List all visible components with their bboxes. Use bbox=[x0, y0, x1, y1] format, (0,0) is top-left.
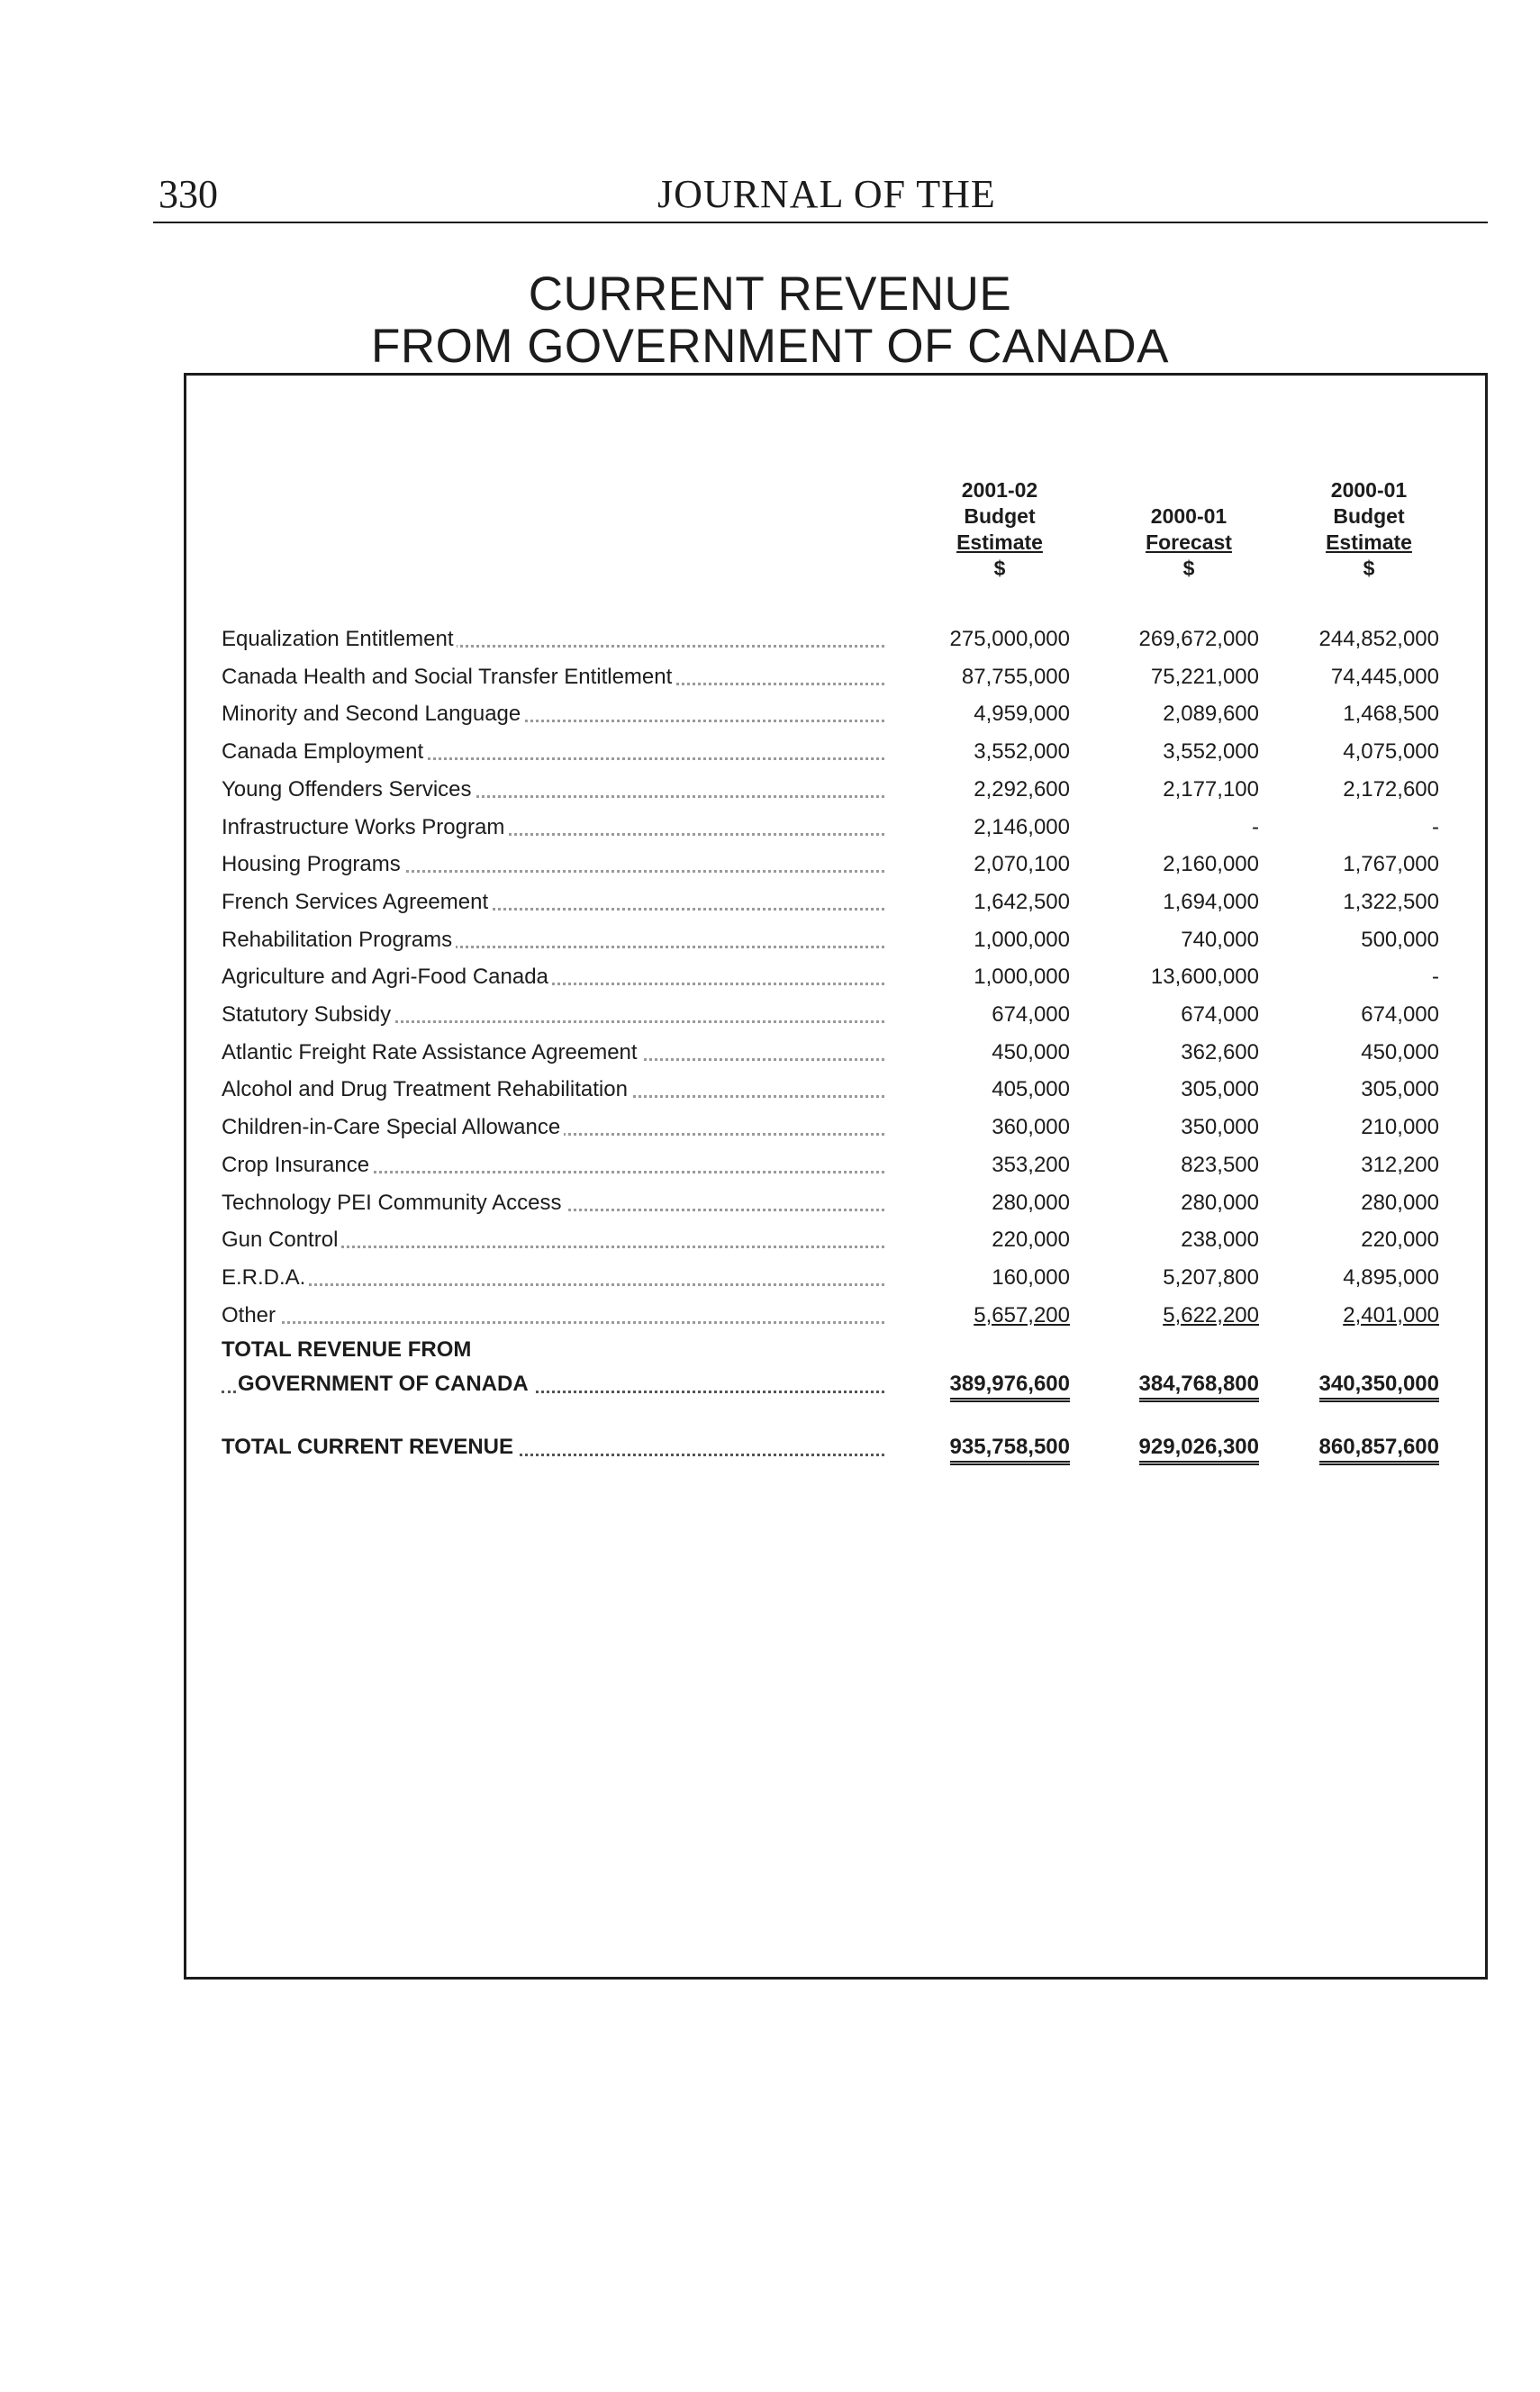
budget-estimate-2000-01-value: 4,895,000 bbox=[1343, 1264, 1439, 1290]
row-label: Young Offenders Services bbox=[222, 771, 884, 808]
budget-estimate-2000-01-value: 1,322,500 bbox=[1343, 889, 1439, 914]
column-line1: Budget bbox=[964, 504, 1036, 528]
journal-title: JOURNAL OF THE bbox=[657, 172, 996, 216]
table-row bbox=[222, 996, 1452, 1033]
table-row bbox=[222, 958, 1452, 995]
budget-estimate-2001-02-value: 275,000,000 bbox=[949, 627, 1070, 651]
forecast-2000-01-value: 305,000 bbox=[1181, 1077, 1259, 1102]
table-row bbox=[222, 921, 1452, 958]
report-title-line-2: FROM GOVERNMENT OF CANADA bbox=[370, 320, 1170, 373]
table-row bbox=[222, 809, 1452, 846]
column-year: 2001-02 bbox=[961, 478, 1038, 502]
budget-estimate-2001-02-value: 280,000 bbox=[992, 1190, 1070, 1215]
forecast-2000-01-value: 2,160,000 bbox=[1163, 852, 1259, 877]
row-label: Canada Employment bbox=[222, 733, 884, 770]
row-label: Technology PEI Community Access bbox=[222, 1184, 884, 1221]
column-line2: Estimate bbox=[956, 530, 1043, 554]
table-row bbox=[222, 733, 1452, 770]
row-label: Other bbox=[222, 1297, 884, 1334]
forecast-2000-01-value: 823,500 bbox=[1181, 1152, 1259, 1177]
budget-estimate-2000-01-value: 1,767,000 bbox=[1343, 852, 1439, 877]
forecast-2000-01-value: 1,694,000 bbox=[1163, 889, 1259, 914]
column-unit: $ bbox=[1363, 557, 1375, 580]
row-label: Canada Health and Social Transfer Entitlement bbox=[222, 658, 884, 695]
forecast-2000-01-value: 740,000 bbox=[1181, 927, 1259, 952]
forecast-2000-01-value: 5,622,200 bbox=[1163, 1302, 1259, 1327]
column-unit: $ bbox=[1182, 557, 1195, 580]
column-line1: Budget bbox=[1333, 504, 1405, 528]
column-line2: Forecast bbox=[1146, 530, 1232, 554]
budget-estimate-2000-01-value: 244,852,000 bbox=[1318, 627, 1439, 651]
budget-estimate-2001-02-value: 2,146,000 bbox=[974, 814, 1070, 839]
total-current-forecast-2000-01: 929,026,300 bbox=[1079, 1430, 1259, 1465]
row-label: Agriculture and Agri-Food Canada bbox=[222, 958, 884, 995]
column-header-forecast-2000-01 bbox=[1085, 503, 1292, 582]
budget-estimate-2000-01-value: - bbox=[1432, 814, 1439, 839]
forecast-2000-01-value: 269,672,000 bbox=[1138, 627, 1259, 651]
table-row bbox=[222, 771, 1452, 808]
budget-estimate-2000-01-value: 305,000 bbox=[1361, 1077, 1439, 1102]
row-label: Gun Control bbox=[222, 1221, 884, 1258]
budget-estimate-2001-02-value: 360,000 bbox=[992, 1115, 1070, 1140]
table-row bbox=[222, 1297, 1452, 1334]
budget-estimate-2000-01-value: 220,000 bbox=[1361, 1228, 1439, 1253]
budget-estimate-2000-01-value: 674,000 bbox=[1361, 1002, 1439, 1027]
column-line1: 2000-01 bbox=[1150, 504, 1227, 528]
forecast-2000-01-value: 674,000 bbox=[1181, 1002, 1259, 1027]
forecast-2000-01-value: 5,207,800 bbox=[1163, 1264, 1259, 1290]
column-unit: $ bbox=[993, 557, 1006, 580]
row-label: Alcohol and Drug Treatment Rehabilitation bbox=[222, 1071, 884, 1108]
budget-estimate-2000-01-value: 280,000 bbox=[1361, 1190, 1439, 1215]
row-label: Children-in-Care Special Allowance bbox=[222, 1109, 884, 1146]
row-label: Rehabilitation Programs bbox=[222, 921, 884, 958]
page-header bbox=[153, 169, 1488, 223]
budget-estimate-2001-02-value: 160,000 bbox=[992, 1264, 1070, 1290]
budget-estimate-2001-02-value: 87,755,000 bbox=[961, 664, 1070, 689]
forecast-2000-01-value: 13,600,000 bbox=[1150, 965, 1259, 990]
budget-estimate-2001-02-value: 5,657,200 bbox=[974, 1302, 1070, 1327]
column-line2: Estimate bbox=[1326, 530, 1412, 554]
table-row bbox=[222, 1071, 1452, 1108]
row-label: Atlantic Freight Rate Assistance Agreement bbox=[222, 1034, 884, 1071]
row-label: E.R.D.A. bbox=[222, 1259, 884, 1296]
table-row bbox=[222, 658, 1452, 695]
row-label: Housing Programs bbox=[222, 846, 884, 883]
forecast-2000-01-value: 280,000 bbox=[1181, 1190, 1259, 1215]
budget-estimate-2000-01-value: 210,000 bbox=[1361, 1115, 1439, 1140]
total-current-budget-estimate-2000-01: 860,857,600 bbox=[1259, 1430, 1439, 1465]
row-label: French Services Agreement bbox=[222, 883, 884, 920]
table-row bbox=[222, 1109, 1452, 1146]
column-year: 2000-01 bbox=[1330, 478, 1408, 502]
budget-estimate-2000-01-value: 450,000 bbox=[1361, 1039, 1439, 1065]
forecast-2000-01-value: 75,221,000 bbox=[1150, 664, 1259, 689]
budget-estimate-2001-02-value: 674,000 bbox=[992, 1002, 1070, 1027]
budget-estimate-2000-01-value: 4,075,000 bbox=[1343, 739, 1439, 765]
row-label: Crop Insurance bbox=[222, 1146, 884, 1183]
budget-estimate-2000-01-value: 500,000 bbox=[1361, 927, 1439, 952]
row-label: Equalization Entitlement bbox=[222, 621, 884, 657]
column-header-budget-estimate-2000-01 bbox=[1265, 477, 1472, 582]
column-header-budget-estimate-2001-02 bbox=[896, 477, 1103, 582]
table-row bbox=[222, 1259, 1452, 1296]
total-current-label: TOTAL CURRENT REVENUE bbox=[222, 1430, 884, 1464]
forecast-2000-01-value: 3,552,000 bbox=[1163, 739, 1259, 765]
budget-estimate-2001-02-value: 450,000 bbox=[992, 1039, 1070, 1065]
forecast-2000-01-value: - bbox=[1252, 814, 1259, 839]
row-label: Statutory Subsidy bbox=[222, 996, 884, 1033]
budget-estimate-2001-02-value: 2,292,600 bbox=[974, 776, 1070, 802]
table-row bbox=[222, 621, 1452, 657]
budget-estimate-2000-01-value: 2,172,600 bbox=[1343, 776, 1439, 802]
budget-estimate-2000-01-value: 74,445,000 bbox=[1330, 664, 1439, 689]
budget-estimate-2000-01-value: 1,468,500 bbox=[1343, 702, 1439, 727]
forecast-2000-01-value: 350,000 bbox=[1181, 1115, 1259, 1140]
report-title-line-1: CURRENT REVENUE bbox=[528, 267, 1012, 321]
table-row bbox=[222, 1034, 1452, 1071]
total-gov-budget-estimate-2001-02: 389,976,600 bbox=[890, 1367, 1070, 1402]
budget-estimate-2001-02-value: 220,000 bbox=[992, 1228, 1070, 1253]
total-gov-forecast-2000-01: 384,768,800 bbox=[1079, 1367, 1259, 1402]
forecast-2000-01-value: 238,000 bbox=[1181, 1228, 1259, 1253]
budget-estimate-2000-01-value: - bbox=[1432, 965, 1439, 990]
row-label: Minority and Second Language bbox=[222, 695, 884, 732]
budget-estimate-2001-02-value: 4,959,000 bbox=[974, 702, 1070, 727]
forecast-2000-01-value: 2,089,600 bbox=[1163, 702, 1259, 727]
forecast-2000-01-value: 362,600 bbox=[1181, 1039, 1259, 1065]
budget-estimate-2001-02-value: 1,000,000 bbox=[974, 927, 1070, 952]
budget-estimate-2001-02-value: 405,000 bbox=[992, 1077, 1070, 1102]
row-label: Infrastructure Works Program bbox=[222, 809, 884, 846]
total-current-budget-estimate-2001-02: 935,758,500 bbox=[890, 1430, 1070, 1465]
forecast-2000-01-value: 2,177,100 bbox=[1163, 776, 1259, 802]
page-number: 330 bbox=[159, 172, 218, 216]
budget-estimate-2000-01-value: 2,401,000 bbox=[1343, 1302, 1439, 1327]
report-title bbox=[180, 268, 1360, 373]
total-gov-budget-estimate-2000-01: 340,350,000 bbox=[1259, 1367, 1439, 1402]
budget-estimate-2001-02-value: 1,000,000 bbox=[974, 965, 1070, 990]
table-row bbox=[222, 1221, 1452, 1258]
table-row bbox=[222, 695, 1452, 732]
budget-estimate-2000-01-value: 312,200 bbox=[1361, 1152, 1439, 1177]
table-row bbox=[222, 1146, 1452, 1183]
total-gov-label: TOTAL REVENUE FROM GOVERNMENT OF CANADA bbox=[222, 1333, 884, 1401]
budget-estimate-2001-02-value: 353,200 bbox=[992, 1152, 1070, 1177]
table-row bbox=[222, 883, 1452, 920]
budget-estimate-2001-02-value: 2,070,100 bbox=[974, 852, 1070, 877]
budget-estimate-2001-02-value: 3,552,000 bbox=[974, 739, 1070, 765]
budget-estimate-2001-02-value: 1,642,500 bbox=[974, 889, 1070, 914]
table-row bbox=[222, 846, 1452, 883]
table-row bbox=[222, 1184, 1452, 1221]
